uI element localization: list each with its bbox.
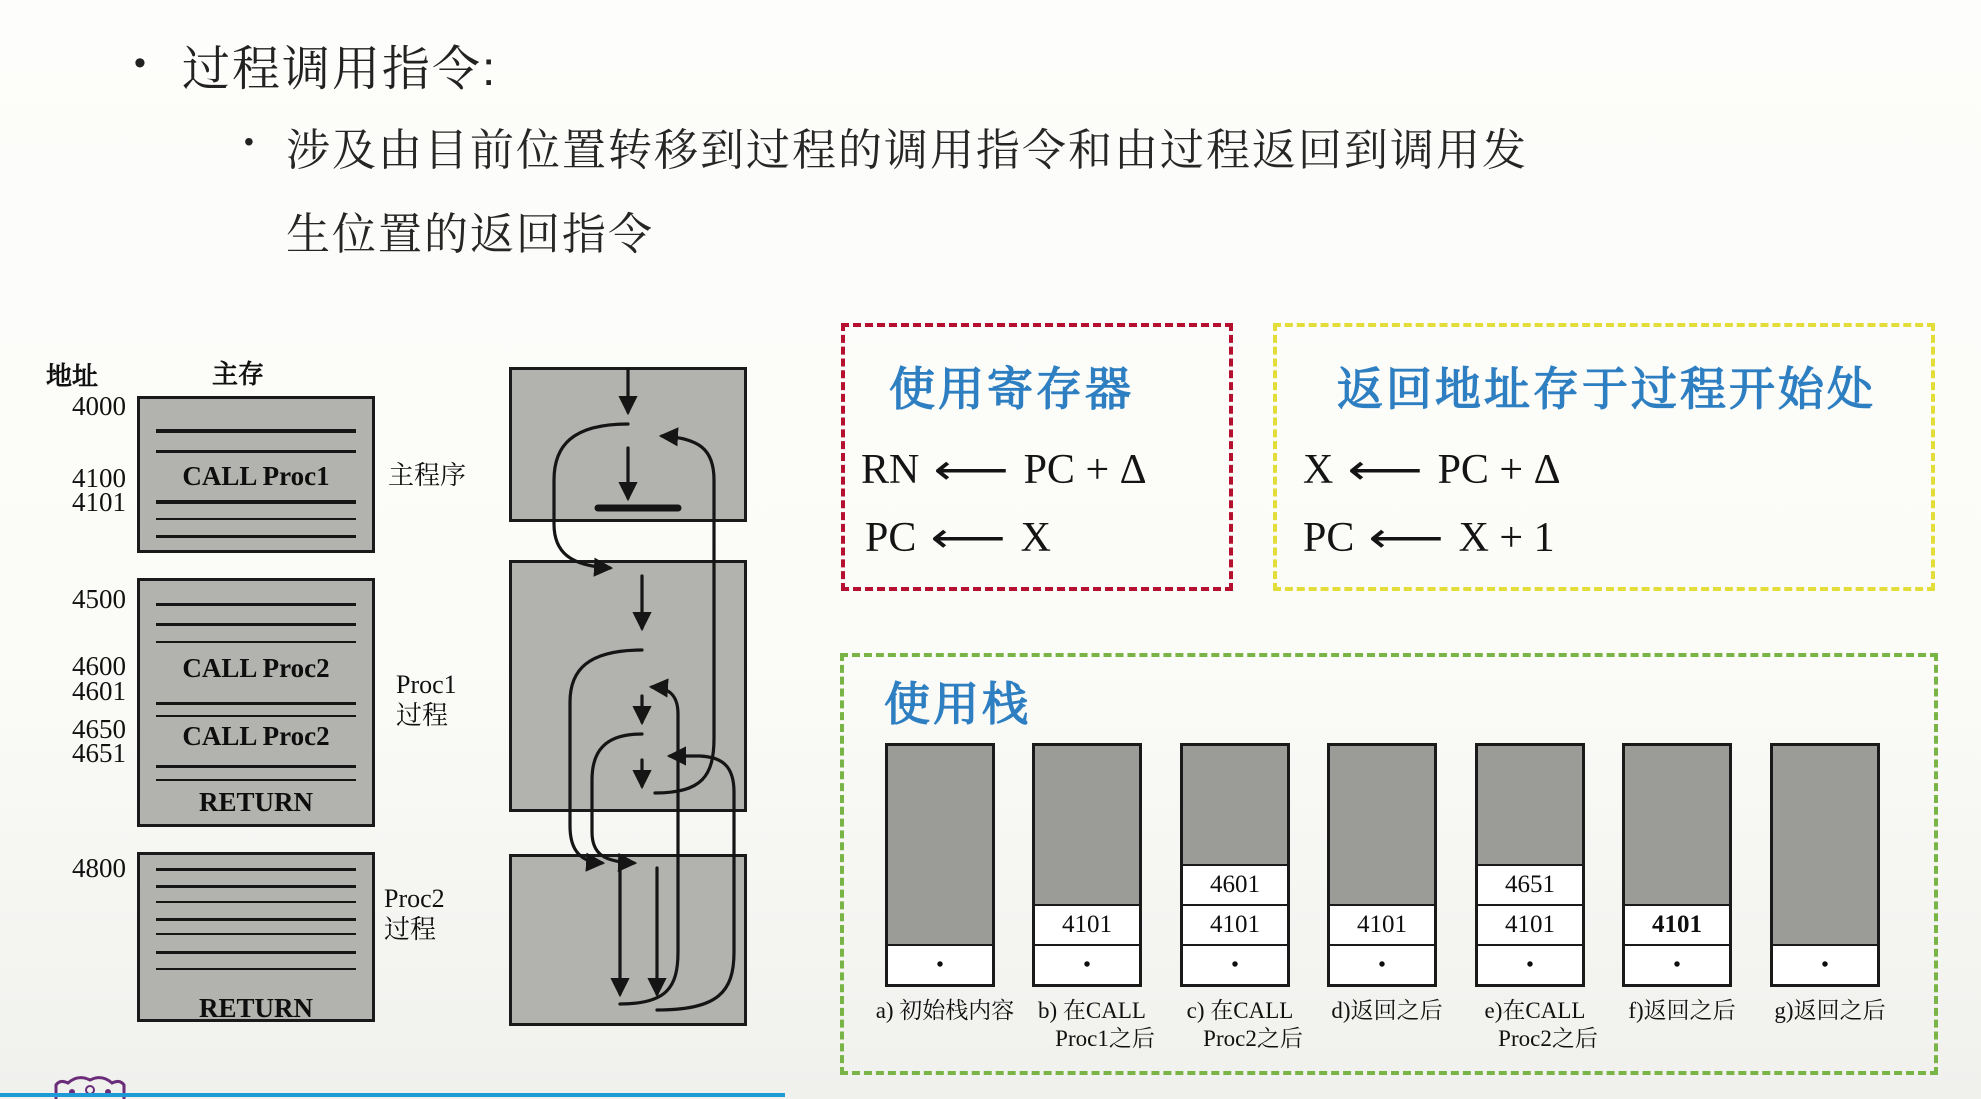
instruction-line	[156, 518, 356, 520]
stack-diagram-g	[1770, 743, 1880, 987]
stack-cell-value: 4101	[1183, 906, 1287, 946]
stack-cell-value: 4101	[1625, 906, 1729, 946]
address-label: 4800	[72, 853, 126, 883]
caption-line1: e)在CALL	[1484, 998, 1586, 1023]
address-label: 4600	[72, 651, 126, 681]
formula-lhs: X	[1303, 446, 1334, 493]
start-method-title: 返回地址存于过程开始处	[1337, 363, 1876, 415]
address-label: 4651	[72, 738, 126, 768]
stack-occupied-region	[1625, 746, 1729, 906]
video-progress-bar[interactable]	[0, 1093, 785, 1097]
address-label: 4500	[72, 584, 126, 614]
memory-block-main-program	[137, 396, 375, 553]
proc1-label	[396, 670, 457, 731]
formula-lhs: PC	[865, 514, 917, 561]
instruction-line	[156, 765, 356, 768]
address-label: 4100	[72, 463, 126, 493]
formula-rhs: PC + Δ	[1437, 446, 1561, 493]
start-formula-2	[1303, 513, 1555, 562]
instruction-line	[156, 968, 356, 970]
stack-occupied-region	[1035, 746, 1139, 906]
caption-line2: Proc2之后	[1498, 1025, 1598, 1051]
start-of-procedure-method-box	[1273, 323, 1935, 591]
stack-cell-value: 4601	[1183, 866, 1287, 906]
stack-cell-value: 4651	[1478, 866, 1582, 906]
formula-rhs: X + 1	[1458, 514, 1555, 561]
start-formula-1	[1303, 445, 1561, 494]
return-instruction: RETURN	[198, 993, 313, 1023]
stack-occupied-region	[888, 746, 992, 946]
instruction-line	[156, 951, 356, 954]
proc1-label-line1: Proc1	[396, 670, 457, 699]
bullet-icon: •	[134, 44, 146, 82]
proc2-label-line1: Proc2	[384, 884, 445, 913]
left-arrow-icon: ⟵	[933, 445, 1010, 494]
stack-caption-f: f)返回之后	[1628, 998, 1736, 1023]
instruction-line	[156, 623, 356, 626]
instruction-line	[156, 450, 356, 453]
caption-line1: c) 在CALL	[1186, 998, 1294, 1023]
instruction-line	[156, 603, 356, 606]
stack-diagram-e	[1475, 743, 1585, 987]
stack-bottom-marker: •	[1231, 953, 1239, 976]
stack-cell-value: 4101	[1478, 906, 1582, 946]
stack-bottom-marker: •	[936, 953, 944, 976]
register-formula-2	[865, 513, 1051, 562]
address-label: 4000	[72, 391, 126, 421]
register-method-title: 使用寄存器	[889, 363, 1134, 415]
formula-rhs: X	[1020, 514, 1051, 561]
call-proc1-instruction: CALL Proc1	[182, 461, 330, 491]
page-title: 过程调用指令:	[182, 43, 498, 96]
stack-diagram-a	[885, 743, 995, 987]
left-arrow-icon: ⟵	[1347, 445, 1424, 494]
instruction-line	[156, 901, 356, 903]
main-program-label: 主程序	[388, 461, 467, 490]
stack-bottom-marker: •	[1526, 953, 1534, 976]
proc2-label	[384, 884, 445, 945]
instruction-line	[156, 868, 356, 871]
memory-block-proc1	[137, 578, 375, 827]
stack-occupied-region	[1478, 746, 1582, 866]
instruction-line	[156, 933, 356, 935]
instruction-line	[156, 779, 356, 781]
instruction-line	[156, 702, 356, 705]
proc2-label-line2: 过程	[384, 914, 437, 944]
stack-bottom-marker: •	[1083, 953, 1091, 976]
stack-method-title: 使用栈	[884, 678, 1031, 730]
instruction-line	[156, 429, 356, 433]
bullet-icon: •	[244, 126, 254, 157]
left-arrow-icon: ⟵	[930, 513, 1007, 562]
caption-line2: Proc1之后	[1055, 1025, 1155, 1051]
call-proc2-instruction-2: CALL Proc2	[182, 721, 330, 751]
instruction-line	[156, 500, 356, 504]
address-column-header: 地址	[46, 362, 99, 391]
stack-diagram-f	[1622, 743, 1732, 987]
stack-diagram-b	[1032, 743, 1142, 987]
proc1-label-line2: 过程	[396, 700, 449, 730]
subtitle-line-1: 涉及由目前位置转移到过程的调用指令和由过程返回到调用发	[286, 126, 1528, 175]
formula-lhs: RN	[861, 446, 920, 493]
formula-lhs: PC	[1303, 514, 1355, 561]
instruction-line	[156, 918, 356, 921]
address-label: 4650	[72, 714, 126, 744]
formula-rhs: PC + Δ	[1023, 446, 1147, 493]
caption-line1: b) 在CALL	[1038, 998, 1146, 1023]
stack-bottom-marker: •	[1821, 953, 1829, 976]
control-flow-arrows	[480, 350, 800, 1050]
stack-diagram-c	[1180, 743, 1290, 987]
stack-caption-d: d)返回之后	[1331, 998, 1443, 1023]
stack-cell-value: 4101	[1035, 906, 1139, 946]
stack-cell-value: 4101	[1330, 906, 1434, 946]
register-formula-1	[861, 445, 1147, 494]
caption-line2: Proc2之后	[1203, 1025, 1303, 1051]
stack-bottom-marker: •	[1673, 953, 1681, 976]
stack-occupied-region	[1330, 746, 1434, 906]
stack-diagram-d	[1327, 743, 1437, 987]
subtitle-line-2: 生位置的返回指令	[286, 210, 654, 259]
left-arrow-icon: ⟵	[1368, 513, 1445, 562]
instruction-line	[156, 535, 356, 538]
memory-block-proc2	[137, 852, 375, 1022]
stack-occupied-region	[1183, 746, 1287, 866]
address-label: 4101	[72, 487, 126, 517]
call-proc2-instruction-1: CALL Proc2	[182, 653, 330, 683]
address-label: 4601	[72, 676, 126, 706]
stack-bottom-marker: •	[1378, 953, 1386, 976]
instruction-line	[156, 885, 356, 888]
stack-occupied-region	[1773, 746, 1877, 946]
stack-caption-a: a) 初始栈内容	[875, 998, 1015, 1023]
return-instruction: RETURN	[198, 787, 313, 817]
main-memory-header: 主存	[212, 360, 265, 389]
register-method-box	[841, 323, 1233, 591]
stack-caption-g: g)返回之后	[1774, 998, 1886, 1023]
instruction-line	[156, 715, 356, 717]
instruction-line	[156, 641, 356, 643]
